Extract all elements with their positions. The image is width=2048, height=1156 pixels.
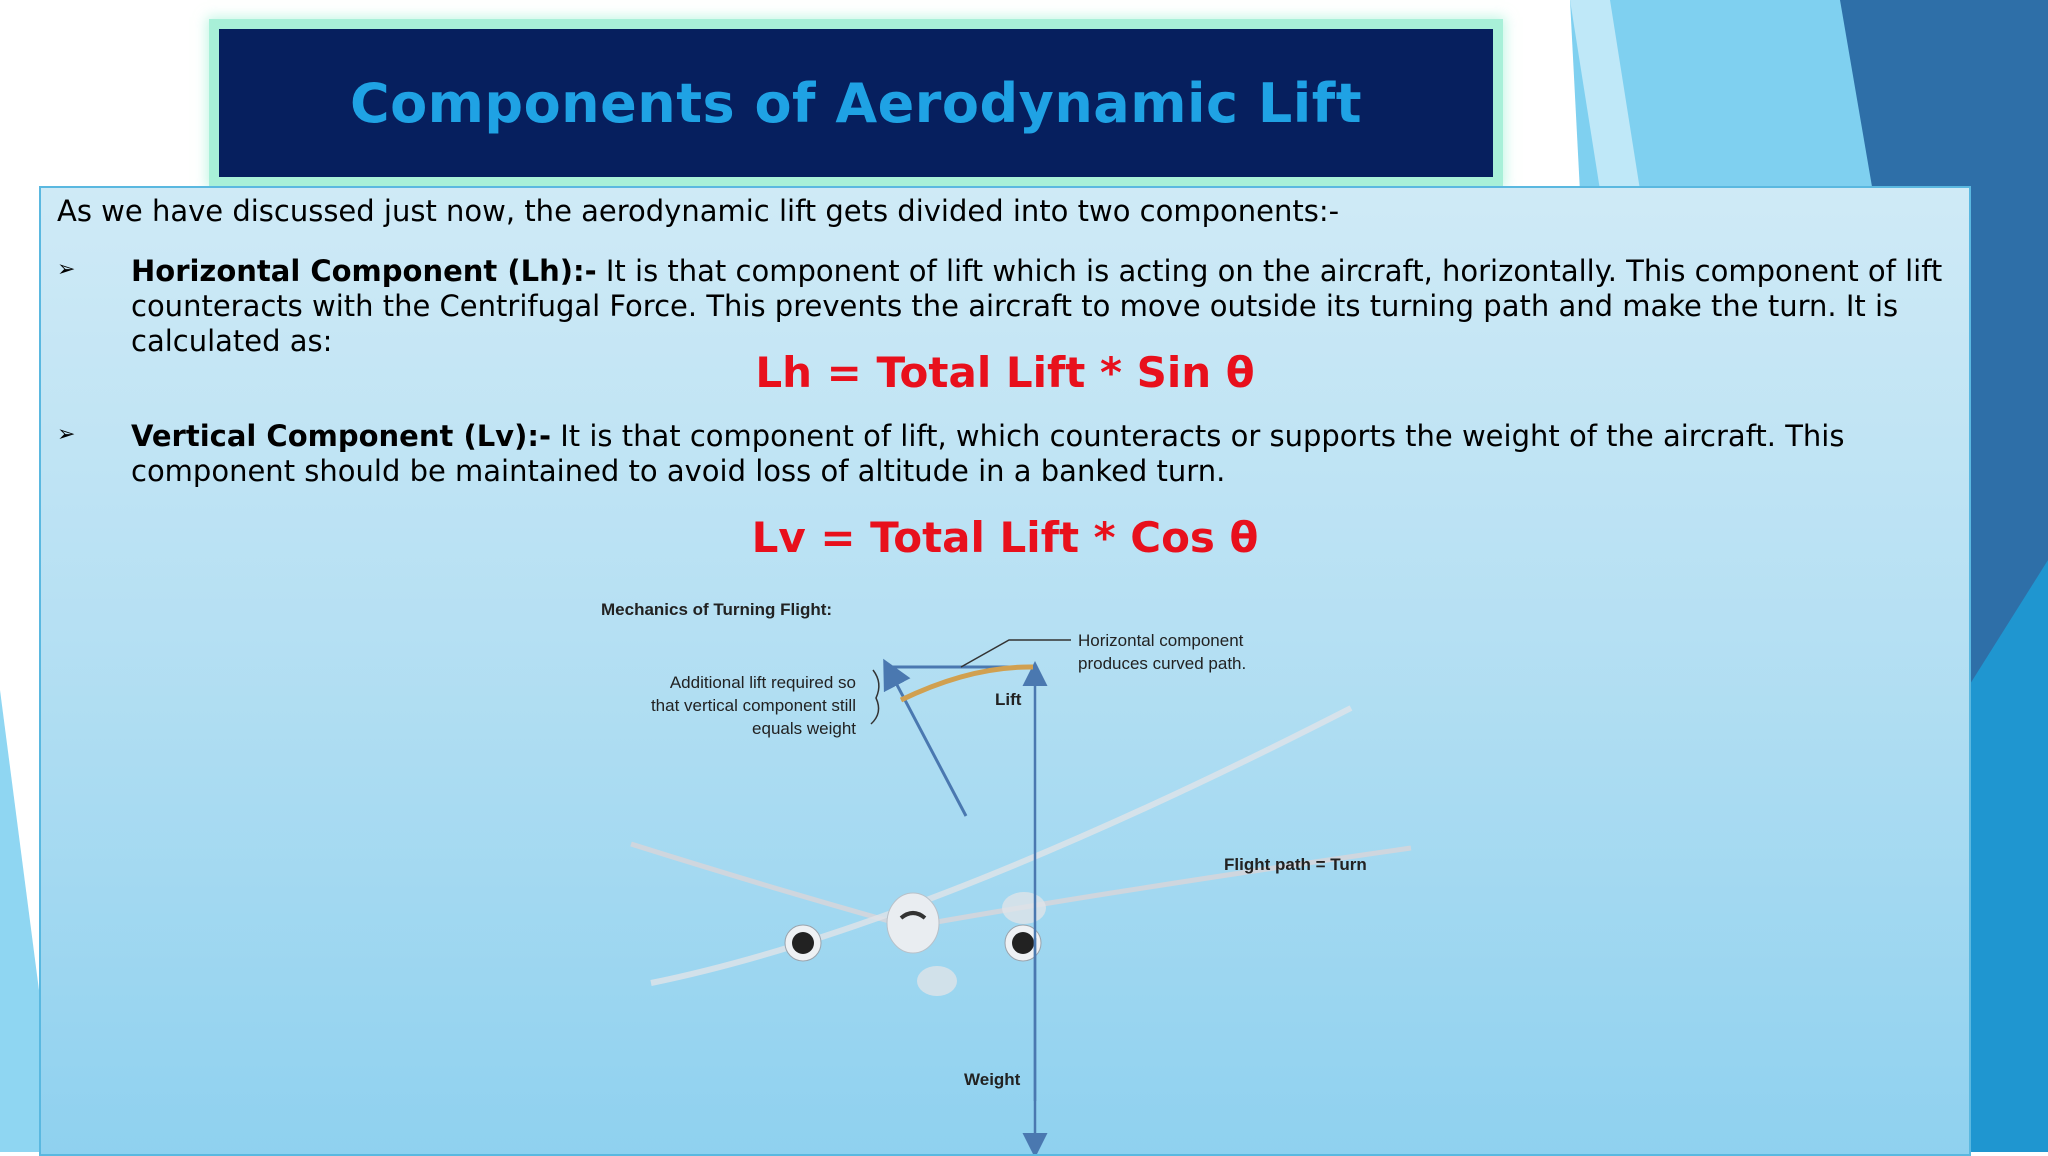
bullet-heading: Horizontal Component (Lh):- — [131, 254, 597, 288]
content-panel — [39, 186, 1971, 1156]
flight-path-label: Flight path = Turn — [1224, 855, 1367, 874]
bullet-body: It is that component of lift which is acting on the aircraft, horizontally. This component of lift counteracts with the Centrifugal Force. This prevents the aircraft to move outside its turning path and make the turn. It is calculated as: — [131, 254, 1943, 358]
diagram-title: Mechanics of Turning Flight: — [601, 600, 833, 619]
engine-ghost-left — [917, 966, 957, 996]
title-banner — [219, 29, 1493, 177]
lift-label: Lift — [995, 690, 1022, 709]
arrowhead-bullet-icon: ➢ — [57, 257, 76, 282]
left-wing — [631, 844, 896, 923]
additional-lift-note: Additional lift required so — [669, 673, 856, 692]
leader-line — [961, 640, 1071, 667]
turning-flight-diagram — [571, 588, 1471, 1154]
arrowhead-bullet-icon: ➢ — [57, 422, 76, 447]
intro-text: As we have discussed just now, the aerodynamic lift gets divided into two components:- — [57, 194, 1340, 228]
horizontal-component-note: Horizontal component — [1078, 631, 1244, 650]
formula-horizontal: Lh = Total Lift * Sin θ — [755, 348, 1255, 397]
slide-title: Components of Aerodynamic Lift — [349, 71, 1363, 135]
banked-wing-ghost — [651, 708, 1351, 983]
brace-icon — [871, 670, 879, 724]
weight-label: Weight — [964, 1070, 1021, 1089]
bullet-heading: Vertical Component (Lv):- — [131, 419, 551, 453]
formula-vertical: Lv = Total Lift * Cos θ — [751, 513, 1259, 562]
additional-lift-note-3: equals weight — [752, 719, 856, 738]
fuselage — [887, 893, 939, 953]
engine-ghost-right — [1002, 892, 1046, 924]
additional-lift-note-2: that vertical component still — [650, 696, 856, 715]
bullet-body: It is that component of lift, which counteracts or supports the weight of the aircraft. This component should be maintained to avoid loss of altitude in a banked turn. — [131, 419, 1845, 488]
horizontal-component-note-2: produces curved path. — [1078, 654, 1247, 673]
